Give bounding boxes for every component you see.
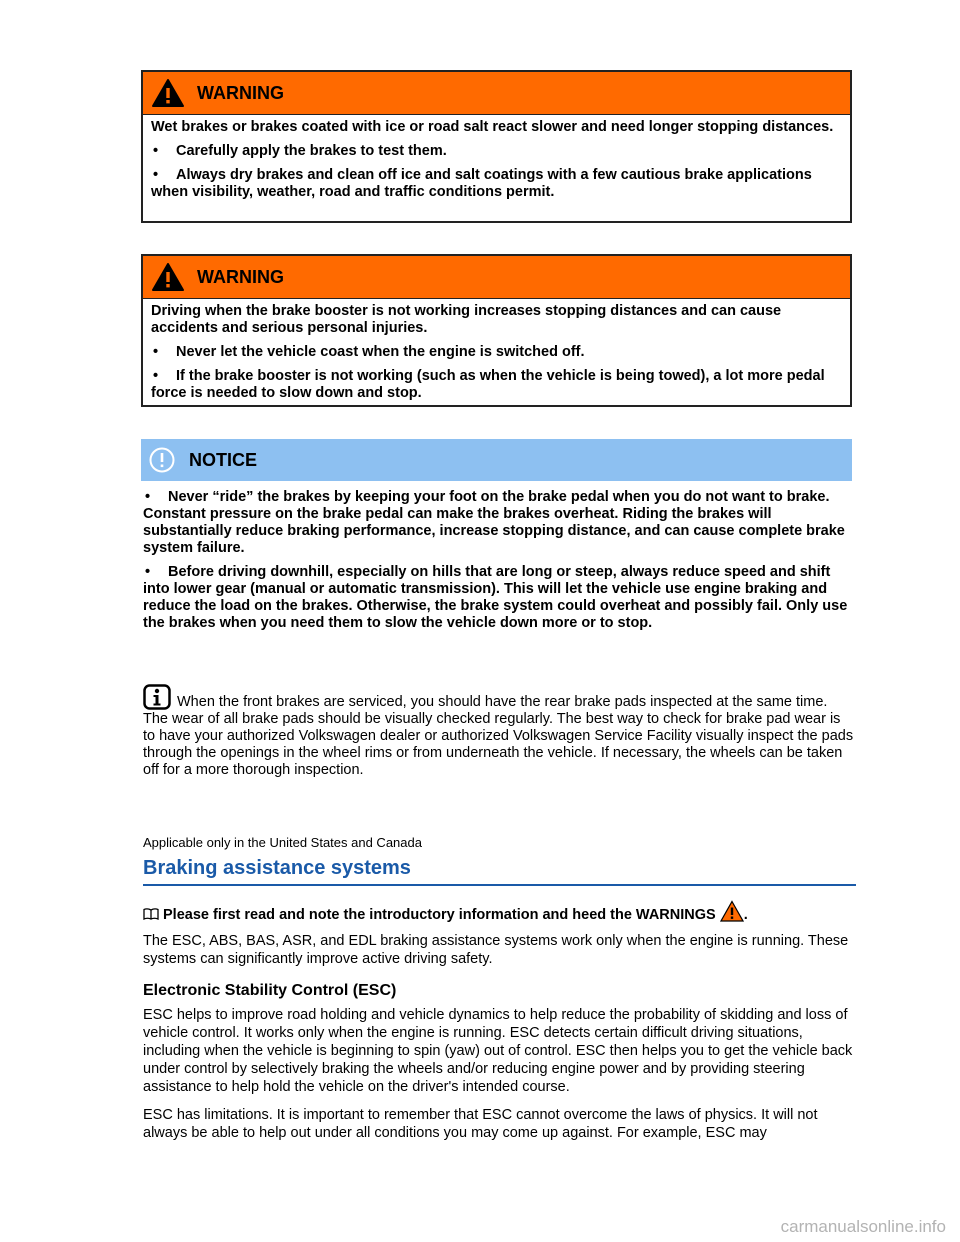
subsection-title: Electronic Stability Control (ESC) [143, 982, 397, 999]
notice-label: NOTICE [189, 449, 258, 470]
warning-label: WARNING [197, 266, 284, 287]
warning-body [143, 115, 850, 207]
esc-paragraph-2: ESC has limitations. It is important to remember that ESC cannot overcome the laws of physics. It will not always be able to help out under all conditions you may come up against. For example, ESC may [143, 1107, 818, 1141]
info-icon [143, 684, 171, 710]
info-note-text: When the front brakes are serviced, you should have the rear brake pads inspected at the same time. The wear of all brake pads should be visually checked regularly. The best way to check for brake pad wear is to have your authorized Volkswagen dealer or authorized Volkswagen Service Facility visually inspect the pads through the openings in the wheel rims or from underneath the vehicle. If necessary, the wheels can be taken off for a more thorough inspection. [143, 694, 854, 778]
warning-intro: Wet brakes or brakes coated with ice or road salt react slower and need longer stopping distances. [151, 119, 834, 135]
warning-bullet: • Never let the vehicle coast when the engine is switched off. [153, 344, 585, 360]
applicability-note: Applicable only in the United States and Canada [143, 835, 422, 850]
warning-triangle-icon [720, 900, 744, 922]
intro-paragraph: The ESC, ABS, BAS, ASR, and EDL braking assistance systems work only when the engine is running. These systems can significantly improve active driving safety. [143, 933, 849, 967]
warning-header [143, 256, 850, 299]
warning-intro: Driving when the brake booster is not working increases stopping distances and can cause accidents and serious personal injuries. [151, 303, 782, 336]
notice-bullet: • Never “ride” the brakes by keeping your foot on the brake pedal when you do not want to brake. Constant pressure on the brake pedal can make the brakes overheat. Riding the brakes will substantially reduce braking performance, increase stopping distance, and can cause complete brake system failure. [143, 489, 845, 556]
warning-bullet: • Always dry brakes and clean off ice and salt coatings with a few cautious brake applications when visibility, weather, road and traffic conditions permit. [151, 167, 812, 200]
warning-triangle-icon [151, 262, 185, 292]
esc-paragraph-1: ESC helps to improve road holding and vehicle dynamics to help reduce the probability of skidding and loss of vehicle control. It works only when the engine is running. ESC detects certain difficult driving situations, including when the vehicle is beginning to spin (yaw) out of control. ESC then helps you to get the vehicle back under control by selectively braking the wheels and/or reducing engine power and by providing steering assistance to help hold the vehicle on the driver's intended course. [143, 1007, 853, 1095]
notice-bullet: • Before driving downhill, especially on hills that are long or steep, always reduce speed and shift into lower gear (manual or automatic transmission). This will let the vehicle use engine braking and reduce the load on the brakes. Otherwise, the brake system could overheat and possibly fail. Only use the brakes when you need them to slow the vehicle down more or to stop. [143, 564, 848, 631]
section-title: Braking assistance systems [143, 857, 856, 886]
warning-header [143, 72, 850, 115]
warning-triangle-icon [151, 78, 185, 108]
warning-bullet: • Carefully apply the brakes to test them. [153, 143, 447, 159]
book-icon [143, 908, 159, 920]
warning-body [143, 299, 850, 408]
warning-box-brake-booster [141, 254, 852, 407]
warning-box-wet-brakes [141, 70, 852, 223]
exclamation-circle-icon [149, 447, 175, 473]
warning-bullet: • If the brake booster is not working (such as when the vehicle is being towed), a lot more pedal force is needed to slow down and stop. [151, 368, 825, 401]
read-first-line: Please first read and note the introductory information and heed the WARNINGS . [143, 900, 855, 923]
notice-header [141, 439, 852, 481]
notice-body [143, 489, 853, 639]
info-note [143, 684, 855, 779]
warning-label: WARNING [197, 82, 284, 103]
watermark: carmanualsonline.info [780, 1217, 946, 1236]
